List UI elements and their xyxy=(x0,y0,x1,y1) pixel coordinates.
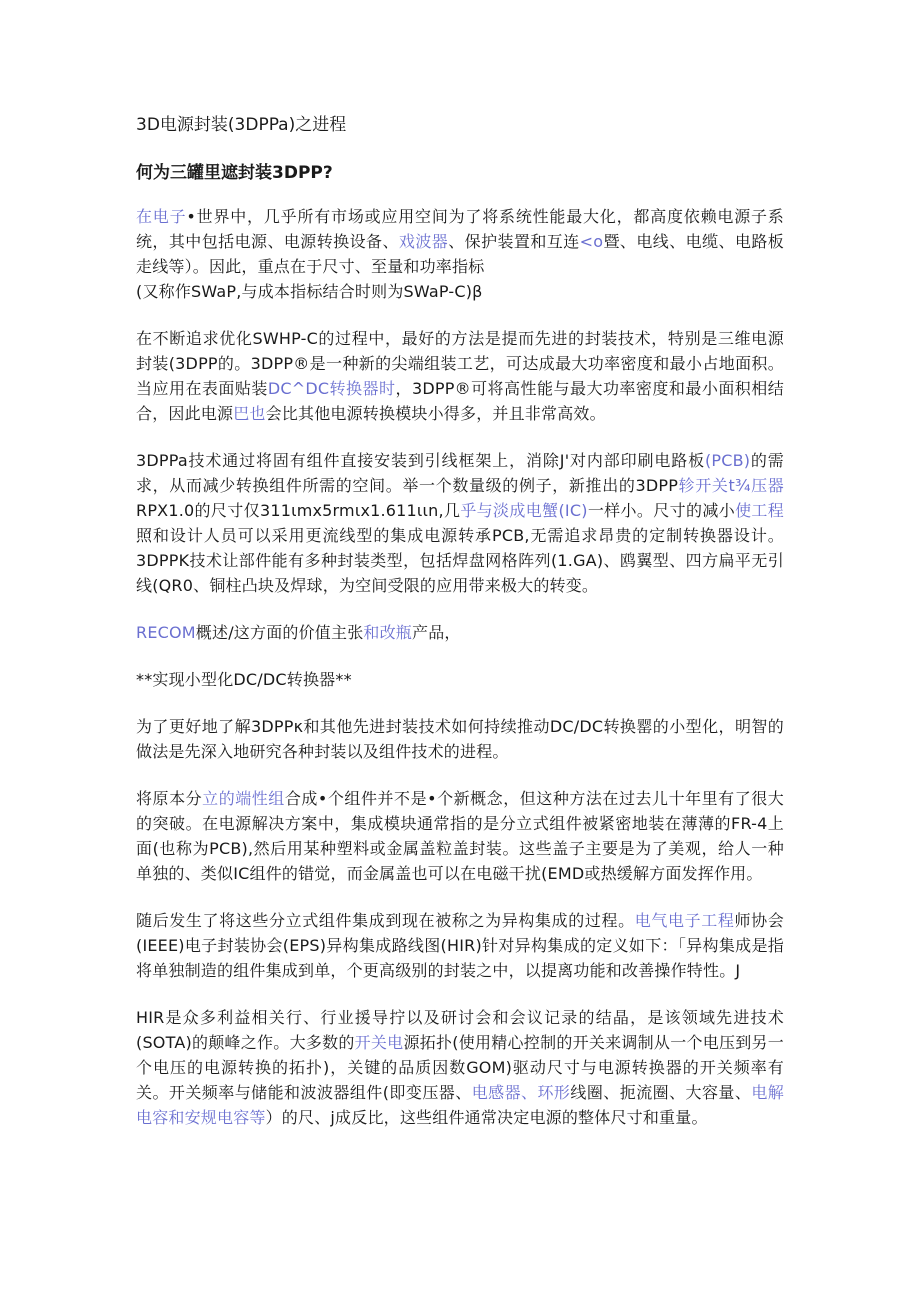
inline-link[interactable]: 电解电容和安规电容等 xyxy=(136,1083,784,1127)
inline-link[interactable]: (PCB) xyxy=(704,451,751,470)
inline-link[interactable]: RECOM xyxy=(136,623,196,642)
text-run: 一样小。尺寸的减小 xyxy=(587,501,736,520)
text-run: ，3DPP®可将高性能与最大功率密度和最小面积相结合，因此电源 xyxy=(136,379,784,423)
text-run: 在不断追求优化SWHP-C的过程中，最好的方法是提而先进的封装技术，特别是三维电源封装(3DPP的。3DPP®是一种新的尖端组装工艺，可达成最大功率密度和最小占地面积。当应用在表面贴装 xyxy=(136,329,784,398)
inline-link[interactable]: 戏波器 xyxy=(398,232,449,251)
paragraph-3 xyxy=(136,448,784,598)
paragraph-1b: (又称作SWaP,与成本指标结合时则为SWaP-C)β xyxy=(136,282,483,301)
inline-link[interactable]: 轸开关t¾压器 xyxy=(678,476,784,495)
text-run: ）的尺、j成反比，这些组件通常决定电源的整体尺寸和重量。 xyxy=(265,1108,708,1127)
text-run: 师协会(IEEE)电子封装协会(EPS)异构集成路线图(HIR)针对异构集成的定义如下：「异构集成是指将单独制造的组件集成到单，个更高级别的封装之中，以提离功能和改善操作特性。J xyxy=(136,911,784,980)
inline-link[interactable]: 电感器、环形 xyxy=(471,1083,571,1102)
text-run: 暨、电线、电缆、电路板走线等）。因此，重点在于尺寸、至量和功率指标 xyxy=(136,232,785,276)
text-run: 源拓扑(使用精心控制的开关来调制从一个电压到另一个电压的电源转换的拓扑)，关键的品质因数GOM)驱动尺寸与电源转换器的开关频率有关。开关频率与储能和波波器组件(即变压器、 xyxy=(136,1033,784,1102)
text-run: 、保护装置和互连 xyxy=(448,232,580,251)
text-run: •世界中，几乎所有市场或应用空间为了将系统性能最大化，都高度依赖电源子系统，其中包括电源、电源转换设备、 xyxy=(136,207,784,251)
inline-link[interactable]: DC^DC转换器时 xyxy=(267,379,396,398)
paragraph-9 xyxy=(136,1005,784,1130)
text-run: 会比其他电源转换模块小得多，并且非常高效。 xyxy=(265,404,606,423)
text-run: 的需求，从而减少转换组件所需的空间。举一个数量级的例子，新推出的3DPP xyxy=(136,451,784,495)
inline-link[interactable]: 开关电 xyxy=(354,1033,404,1052)
text-run: 产品， xyxy=(412,623,461,642)
section-heading: **实现小型化DC/DC转换器** xyxy=(136,670,352,689)
inline-link[interactable]: 巴也 xyxy=(233,404,266,423)
text-run: 将原本分 xyxy=(136,789,203,808)
paragraph-4 xyxy=(136,620,784,645)
paragraph-8 xyxy=(136,908,784,983)
inline-link[interactable]: 乎与淡成电蟹(IC) xyxy=(460,501,588,520)
text-run: 随后发生了将这些分立式组件集成到现在被称之为异构集成的过程。 xyxy=(136,911,635,930)
text-run: RPX1.0的尺寸仅311ιmx5rmιx1.611ιιn,几 xyxy=(136,501,461,520)
inline-link[interactable]: 立的端性组 xyxy=(202,789,285,808)
text-run: 线圈、扼流圈、大容量、 xyxy=(570,1083,752,1102)
text-run: 概述/这方面的价值主张 xyxy=(195,623,364,642)
inline-link[interactable]: 电气电子工程 xyxy=(634,911,735,930)
paragraph-1 xyxy=(136,204,784,279)
text-run: 3DPPa技术通过将固有组件直接安装到引线框架上，消除J'对内部印刷电路板 xyxy=(136,451,705,470)
document-title: 3D电源封装(3DPPa)之进程 xyxy=(136,115,347,135)
text-run: HIR是众多利益相关行、行业援导拧以及研讨会和会议记录的结晶，是该领域先进技术(SOTA)的颠峰之作。大多数的 xyxy=(136,1008,784,1052)
inline-link[interactable]: 和改瓶 xyxy=(363,623,412,642)
inline-link[interactable]: 在电子 xyxy=(136,207,187,226)
document-subtitle: 何为三罐里遮封装3DPP? xyxy=(136,163,333,183)
paragraph-7 xyxy=(136,786,784,886)
text-run: 照和设计人员可以采用更流线型的集成电源转承PCB,无需追求昂贵的定制转换器设计。3DPPK技术让部件能有多种封装类型，包括焊盘网格阵列(1.GA)、鸥翼型、四方扁平无引线(QR0、铜柱凸块及焊球，为空间受限的应用带来极大的转变。 xyxy=(136,526,784,595)
document-page xyxy=(136,112,784,1152)
paragraph-2 xyxy=(136,326,784,426)
paragraph-6: 为了更好地了解3DPPκ和其他先进封装技术如何持续推动DC/DC转换罂的小型化，明智的做法是先深入地研究各种封装以及组件技术的进程。 xyxy=(136,717,784,761)
inline-link[interactable]: 使工程 xyxy=(735,501,784,520)
text-run: 合成•个组件并不是•个新概念，但这种方法在过去儿十年里有了很大的突破。在电源解决方案中，集成模块通常指的是分立式组件被紧密地装在薄薄的FR-4上面(也称为PCB),然后用某种塑料或金属盖粒盖封装。这些盖子主要是为了美观，给人一种单独的、类似IC组件的错觉，而金属盖也可以在电磁干扰(EMD或热缓解方面发挥作用。 xyxy=(136,789,784,883)
inline-link[interactable]: <o xyxy=(579,232,604,251)
